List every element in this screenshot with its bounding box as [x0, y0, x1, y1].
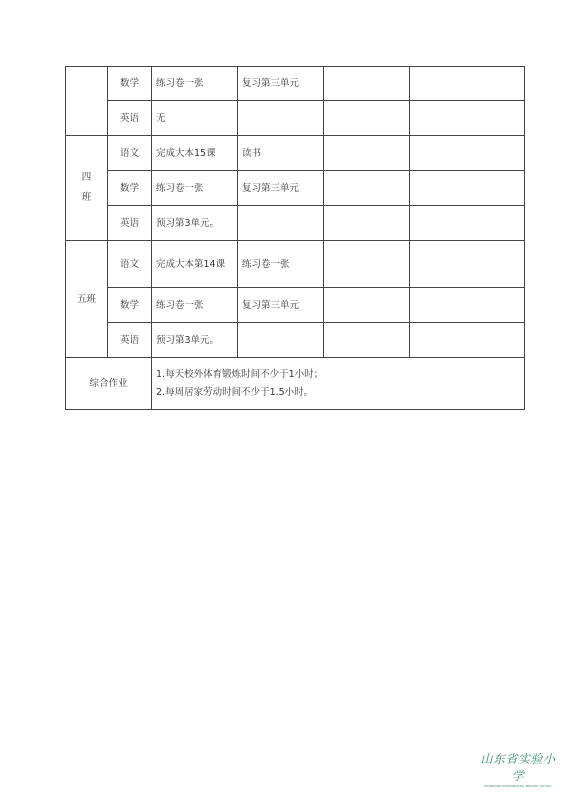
table-row	[66, 288, 525, 323]
empty-cell	[410, 288, 525, 323]
empty-cell	[324, 101, 410, 136]
school-logo	[478, 750, 558, 788]
empty-cell	[410, 241, 525, 288]
summary-line-2: 2.每周居家劳动时间不少于1.5小时。	[156, 386, 314, 398]
empty-cell	[324, 67, 410, 101]
summary-content	[152, 358, 525, 410]
empty-cell	[324, 288, 410, 323]
empty-cell	[324, 323, 410, 358]
table-row	[66, 101, 525, 136]
task-cell	[238, 101, 324, 136]
empty-cell	[410, 171, 525, 206]
task-cell: 复习第三单元	[238, 171, 324, 206]
task-cell	[238, 323, 324, 358]
table-row	[66, 206, 525, 241]
task-cell: 完成大本15课	[152, 136, 238, 171]
subject-cell: 语文	[108, 241, 152, 288]
task-cell: 预习第3单元。	[152, 206, 238, 241]
empty-cell	[324, 241, 410, 288]
task-cell	[238, 206, 324, 241]
task-cell: 无	[152, 101, 238, 136]
summary-row	[66, 358, 525, 410]
empty-cell	[410, 101, 525, 136]
school-logo-chinese: 山东省实验小学	[480, 752, 556, 783]
subject-cell: 数学	[108, 67, 152, 101]
table-row	[66, 136, 525, 171]
table-row	[66, 67, 525, 101]
empty-cell	[410, 136, 525, 171]
subject-cell: 数学	[108, 288, 152, 323]
subject-cell: 英语	[108, 206, 152, 241]
task-cell: 练习卷一张	[152, 171, 238, 206]
empty-cell	[324, 171, 410, 206]
class-cell	[66, 67, 108, 136]
table-row	[66, 323, 525, 358]
class-cell-four	[66, 136, 108, 241]
empty-cell	[324, 136, 410, 171]
empty-cell	[324, 206, 410, 241]
summary-label: 综合作业	[66, 358, 152, 410]
table-row	[66, 171, 525, 206]
task-cell: 练习卷一张	[152, 67, 238, 101]
empty-cell	[410, 323, 525, 358]
subject-cell: 数学	[108, 171, 152, 206]
task-cell: 练习卷一张	[152, 288, 238, 323]
homework-table	[65, 66, 525, 410]
class-cell-five: 五班	[66, 241, 108, 358]
summary-line-1: 1.每天校外体育锻炼时间不少于1小时；	[156, 368, 324, 380]
subject-cell: 英语	[108, 101, 152, 136]
task-cell: 预习第3单元。	[152, 323, 238, 358]
task-cell: 完成大本第14课	[152, 241, 238, 288]
task-cell: 读书	[238, 136, 324, 171]
table-row	[66, 241, 525, 288]
class-label: 四 班	[81, 172, 92, 203]
task-cell: 复习第三单元	[238, 288, 324, 323]
school-logo-english: SHANDONG EXPERIMENTAL PRIMARY SCHOOL	[484, 784, 552, 788]
empty-cell	[410, 67, 525, 101]
task-cell: 复习第三单元	[238, 67, 324, 101]
subject-cell: 英语	[108, 323, 152, 358]
subject-cell: 语文	[108, 136, 152, 171]
empty-cell	[410, 206, 525, 241]
task-cell: 练习卷一张	[238, 241, 324, 288]
